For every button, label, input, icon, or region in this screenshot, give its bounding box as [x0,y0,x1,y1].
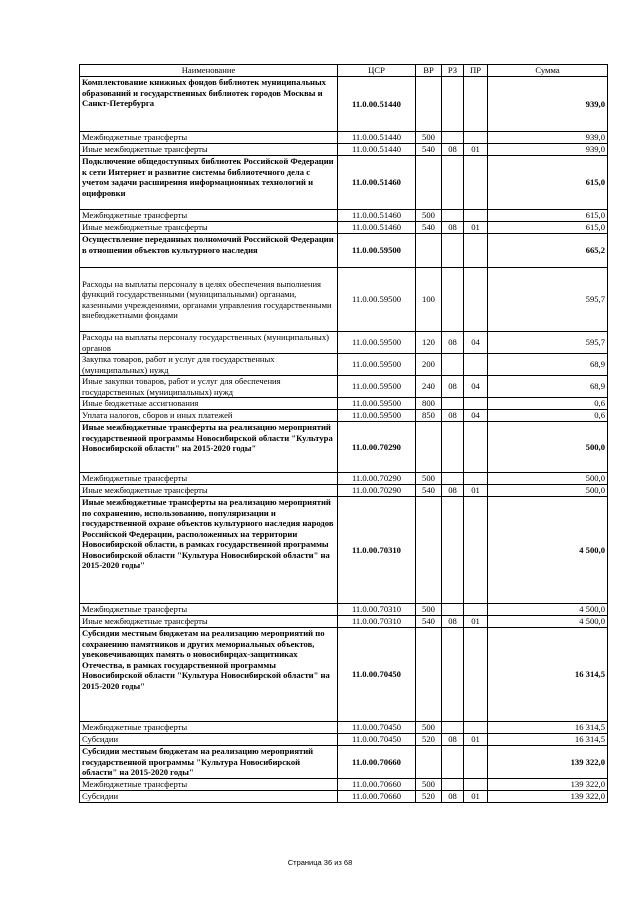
cell-vr: 500 [416,132,442,144]
section-row [80,422,608,473]
header-pr: ПР [464,65,488,77]
header-name: Наименование [80,65,338,77]
cell-rz [442,497,464,604]
cell-csr: 11.0.00.59500 [338,354,416,376]
cell-name: Межбюджетные трансферты [80,132,338,144]
cell-csr: 11.0.00.70450 [338,722,416,734]
table-row [80,222,608,234]
cell-name: Подключение общедоступных библиотек Российской Федерации к сети Интернет и развитие системы библиотечного дела с учетом задачи расширения информационных технологий и оцифровки [80,156,338,210]
cell-pr: 01 [464,616,488,628]
cell-pr [464,210,488,222]
cell-name: Закупка товаров, работ и услуг для государственных (муниципальных) нужд [80,354,338,376]
section-row [80,628,608,722]
cell-name: Иные межбюджетные трансферты [80,616,338,628]
cell-sum: 139 322,0 [488,746,608,779]
cell-csr: 11.0.00.59500 [338,268,416,332]
cell-sum: 139 322,0 [488,791,608,803]
cell-name: Уплата налогов, сборов и иных платежей [80,410,338,422]
cell-csr: 11.0.00.59500 [338,376,416,398]
cell-pr [464,156,488,210]
cell-vr [416,422,442,473]
cell-rz [442,628,464,722]
section-row [80,234,608,268]
cell-pr [464,722,488,734]
cell-rz: 08 [442,410,464,422]
cell-sum: 615,0 [488,210,608,222]
cell-csr: 11.0.00.70290 [338,485,416,497]
cell-csr: 11.0.00.70310 [338,604,416,616]
cell-name: Субсидии местным бюджетам на реализацию мероприятий государственной программы "Культура Новосибирской области" на 2015-2020 годы" [80,746,338,779]
cell-csr: 11.0.00.59500 [338,398,416,410]
cell-pr: 04 [464,376,488,398]
cell-pr [464,473,488,485]
cell-vr [416,234,442,268]
cell-rz [442,422,464,473]
cell-rz [442,156,464,210]
cell-csr: 11.0.00.70660 [338,779,416,791]
cell-sum: 615,0 [488,222,608,234]
cell-sum: 0,6 [488,398,608,410]
table-header-row [80,65,608,77]
cell-vr: 500 [416,779,442,791]
table-row [80,268,608,332]
cell-rz [442,722,464,734]
cell-vr: 500 [416,210,442,222]
cell-pr [464,77,488,132]
cell-name: Иные межбюджетные трансферты [80,485,338,497]
cell-rz [442,77,464,132]
cell-csr: 11.0.00.51460 [338,156,416,210]
cell-name: Межбюджетные трансферты [80,473,338,485]
header-sum: Сумма [488,65,608,77]
cell-csr: 11.0.00.51440 [338,77,416,132]
cell-vr: 540 [416,616,442,628]
cell-csr: 11.0.00.70450 [338,734,416,746]
cell-name: Иные межбюджетные трансферты [80,222,338,234]
table-row [80,473,608,485]
table-row [80,734,608,746]
cell-csr: 11.0.00.70310 [338,497,416,604]
table-body [80,77,608,803]
cell-name: Субсидии [80,791,338,803]
table-row [80,616,608,628]
cell-sum: 16 314,5 [488,722,608,734]
cell-sum: 500,0 [488,422,608,473]
cell-pr [464,422,488,473]
cell-csr: 11.0.00.51440 [338,144,416,156]
cell-pr [464,132,488,144]
section-row [80,156,608,210]
cell-vr: 540 [416,144,442,156]
cell-vr: 240 [416,376,442,398]
cell-rz: 08 [442,376,464,398]
cell-csr: 11.0.00.59500 [338,410,416,422]
cell-vr [416,77,442,132]
page-footer: Страница 36 из 68 [287,858,353,867]
cell-sum: 16 314,5 [488,734,608,746]
cell-name: Субсидии [80,734,338,746]
cell-vr [416,497,442,604]
table-row [80,485,608,497]
cell-rz: 08 [442,734,464,746]
cell-sum: 500,0 [488,485,608,497]
cell-vr: 500 [416,722,442,734]
cell-name: Расходы на выплаты персоналу в целях обеспечения выполнения функций государственными (муниципальными) органами, казенными учреждениями, органами управления государственными внебюджетными фондами [80,268,338,332]
cell-rz: 08 [442,332,464,354]
cell-csr: 11.0.00.70290 [338,422,416,473]
cell-sum: 4 500,0 [488,604,608,616]
cell-sum: 0,6 [488,410,608,422]
table-row [80,376,608,398]
cell-name: Иные бюджетные ассигнования [80,398,338,410]
table-row [80,144,608,156]
cell-sum: 939,0 [488,77,608,132]
cell-sum: 595,7 [488,332,608,354]
cell-pr: 04 [464,410,488,422]
cell-pr [464,234,488,268]
table-row [80,210,608,222]
cell-vr: 850 [416,410,442,422]
cell-sum: 500,0 [488,473,608,485]
cell-csr: 11.0.00.51460 [338,222,416,234]
cell-rz [442,604,464,616]
cell-sum: 595,7 [488,268,608,332]
cell-sum: 68,9 [488,376,608,398]
cell-rz: 08 [442,485,464,497]
table-row [80,604,608,616]
cell-csr: 11.0.00.70290 [338,473,416,485]
cell-pr [464,746,488,779]
cell-pr: 01 [464,791,488,803]
cell-rz [442,132,464,144]
cell-name: Осуществление переданных полномочий Российской Федерации в отношении объектов культурного наследия [80,234,338,268]
cell-name: Расходы на выплаты персоналу государственных (муниципальных) органов [80,332,338,354]
table-row [80,722,608,734]
table-row [80,332,608,354]
cell-vr: 100 [416,268,442,332]
section-row [80,497,608,604]
cell-name: Субсидии местным бюджетам на реализацию мероприятий по сохранению памятников и других мемориальных объектов, увековечивающих память о новосибирцах-защитниках Отечества, в рамках государственной программы Новосибирской области "Культура Новосибирской области" на 2015-2020 годы" [80,628,338,722]
cell-sum: 939,0 [488,132,608,144]
section-row [80,77,608,132]
cell-pr [464,497,488,604]
cell-pr [464,354,488,376]
cell-vr [416,156,442,210]
cell-sum: 68,9 [488,354,608,376]
cell-pr [464,779,488,791]
cell-rz: 08 [442,222,464,234]
cell-pr [464,628,488,722]
cell-pr: 01 [464,485,488,497]
cell-vr: 120 [416,332,442,354]
header-rz: РЗ [442,65,464,77]
cell-rz: 08 [442,791,464,803]
cell-name: Иные межбюджетные трансферты [80,144,338,156]
cell-sum: 139 322,0 [488,779,608,791]
cell-vr [416,746,442,779]
cell-csr: 11.0.00.70660 [338,746,416,779]
cell-sum: 4 500,0 [488,616,608,628]
cell-pr: 01 [464,734,488,746]
cell-vr: 540 [416,485,442,497]
cell-pr [464,398,488,410]
header-csr: ЦСР [338,65,416,77]
table-row [80,132,608,144]
cell-csr: 11.0.00.70450 [338,628,416,722]
table-row [80,791,608,803]
cell-rz [442,746,464,779]
cell-name: Межбюджетные трансферты [80,210,338,222]
section-row [80,746,608,779]
cell-csr: 11.0.00.51460 [338,210,416,222]
cell-csr: 11.0.00.59500 [338,332,416,354]
cell-pr: 04 [464,332,488,354]
cell-sum: 615,0 [488,156,608,210]
cell-rz: 08 [442,616,464,628]
cell-vr: 500 [416,604,442,616]
cell-rz [442,234,464,268]
cell-pr [464,604,488,616]
cell-csr: 11.0.00.70660 [338,791,416,803]
cell-name: Межбюджетные трансферты [80,779,338,791]
cell-name: Иные межбюджетные трансферты на реализацию мероприятий государственной программы Новосибирской области "Культура Новосибирской области" на 2015-2020 годы" [80,422,338,473]
cell-name: Комплектование книжных фондов библиотек муниципальных образований и государственных библиотек городов Москвы и Санкт-Петербурга [80,77,338,132]
cell-vr: 520 [416,791,442,803]
cell-vr: 200 [416,354,442,376]
cell-pr: 01 [464,222,488,234]
cell-vr: 520 [416,734,442,746]
cell-rz [442,354,464,376]
cell-rz: 08 [442,144,464,156]
budget-table [79,64,608,803]
cell-vr [416,628,442,722]
table-row [80,779,608,791]
table-row [80,410,608,422]
table-row [80,398,608,410]
cell-rz [442,268,464,332]
cell-name: Иные закупки товаров, работ и услуг для обеспечения государственных (муниципальных) нужд [80,376,338,398]
cell-sum: 939,0 [488,144,608,156]
cell-pr: 01 [464,144,488,156]
cell-rz [442,210,464,222]
table-row [80,354,608,376]
cell-name: Межбюджетные трансферты [80,604,338,616]
cell-csr: 11.0.00.70310 [338,616,416,628]
cell-sum: 665,2 [488,234,608,268]
cell-csr: 11.0.00.59500 [338,234,416,268]
cell-vr: 800 [416,398,442,410]
cell-name: Межбюджетные трансферты [80,722,338,734]
cell-rz [442,398,464,410]
cell-pr [464,268,488,332]
cell-vr: 500 [416,473,442,485]
cell-name: Иные межбюджетные трансферты на реализацию мероприятий по сохранению, использованию, популяризации и государственной охране объектов культурного наследия народов Российской Федерации, расположенных на территории Новосибирской области, в рамках государственной программы Новосибирской области "Культура Новосибирской области" на 2015-2020 годы" [80,497,338,604]
cell-vr: 540 [416,222,442,234]
cell-sum: 4 500,0 [488,497,608,604]
cell-rz [442,779,464,791]
header-vr: ВР [416,65,442,77]
cell-sum: 16 314,5 [488,628,608,722]
cell-rz [442,473,464,485]
cell-csr: 11.0.00.51440 [338,132,416,144]
